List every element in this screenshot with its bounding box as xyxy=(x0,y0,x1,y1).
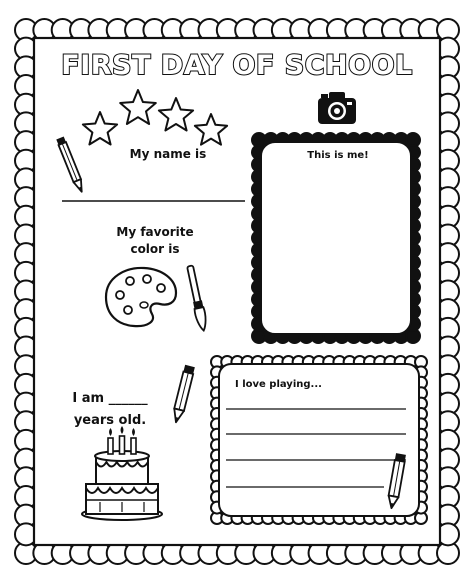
age-label xyxy=(55,388,165,432)
worksheet-title: FIRST DAY OF SCHOOL xyxy=(61,50,413,81)
age-line-1: I am ______ xyxy=(72,391,148,406)
favorite-color-line-2: color is xyxy=(130,242,180,256)
favorite-color-label xyxy=(100,224,210,258)
playing-label: I love playing... xyxy=(235,379,322,390)
photo-frame xyxy=(252,133,420,343)
favorite-color-line-1: My favorite xyxy=(116,225,194,239)
name-label: My name is xyxy=(129,147,207,161)
photo-label: This is me! xyxy=(307,150,369,161)
age-line-2: years old. xyxy=(73,413,147,428)
